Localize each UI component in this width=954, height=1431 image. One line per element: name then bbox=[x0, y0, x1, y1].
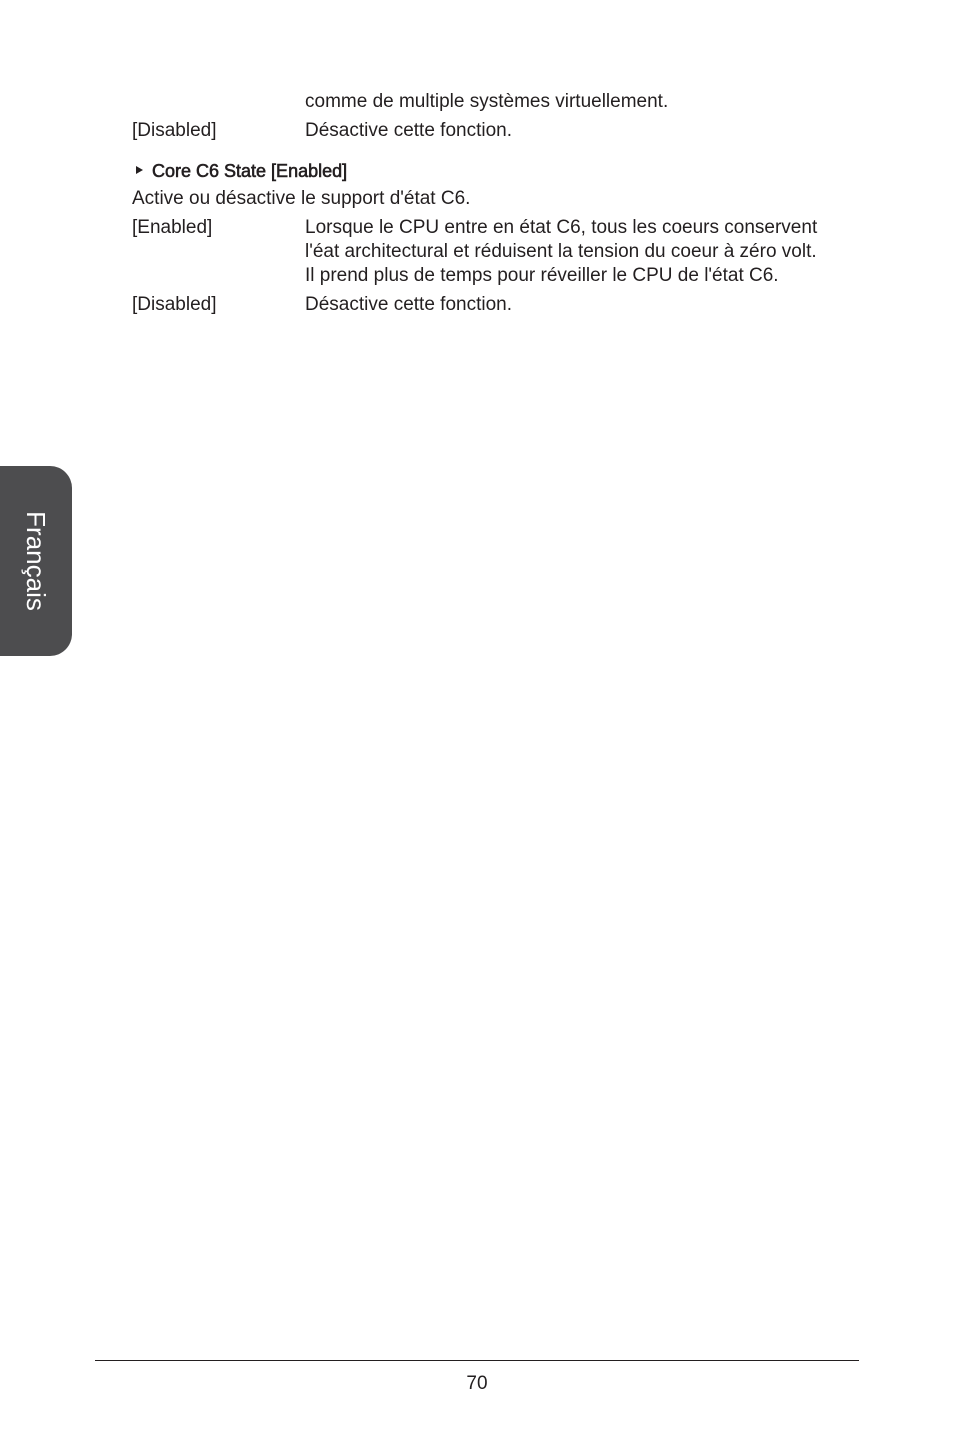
section-intro: Active ou désactive le support d'état C6. bbox=[132, 188, 471, 209]
disabled-option-label: [Disabled] bbox=[132, 120, 217, 141]
disabled-option-description: Désactive cette fonction. bbox=[305, 120, 512, 141]
language-side-tab bbox=[0, 466, 72, 656]
language-tab-label: Français bbox=[21, 511, 51, 611]
enabled-description-line-1: Lorsque le CPU entre en état C6, tous les coeurs conservent bbox=[305, 217, 818, 238]
continuation-text: comme de multiple systèmes virtuellement. bbox=[305, 91, 669, 112]
page-number: 70 bbox=[466, 1373, 488, 1394]
enabled-description-line-3: Il prend plus de temps pour réveiller le CPU de l'état C6. bbox=[305, 265, 779, 286]
footer-divider bbox=[95, 1360, 859, 1361]
enabled-option-label: [Enabled] bbox=[132, 217, 213, 238]
disabled-option-label-2: [Disabled] bbox=[132, 294, 217, 315]
enabled-description-line-2: l'éat architectural et réduisent la tension du coeur à zéro volt. bbox=[305, 241, 817, 262]
bullet-arrow-icon bbox=[136, 166, 143, 174]
disabled-option-description-2: Désactive cette fonction. bbox=[305, 294, 512, 315]
section-heading: Core C6 State [Enabled] bbox=[152, 161, 348, 181]
